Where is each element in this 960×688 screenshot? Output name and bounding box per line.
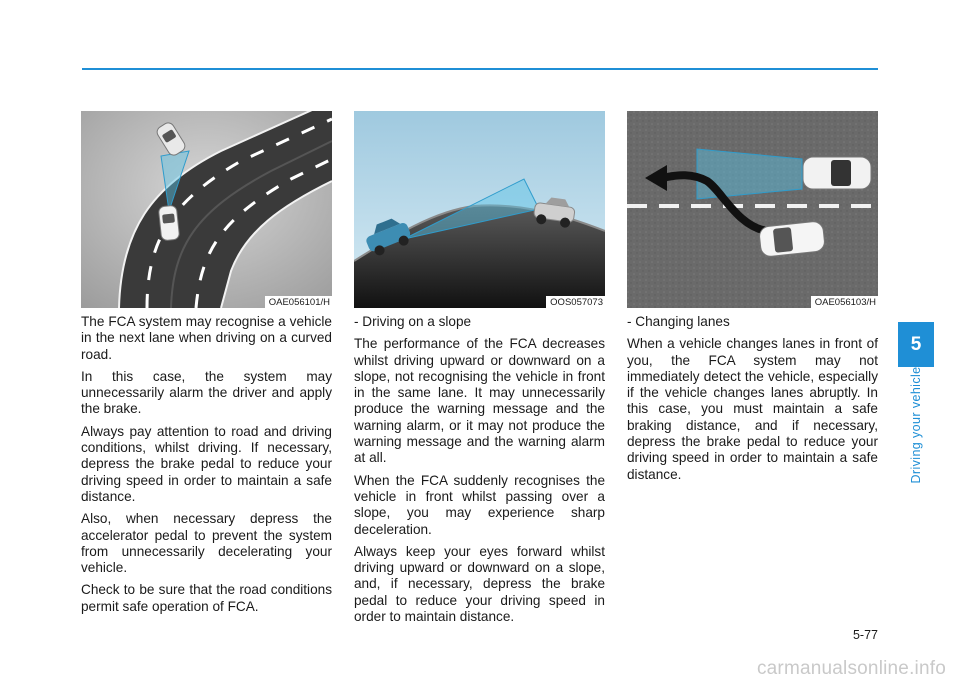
paragraph: Check to be sure that the road conditions permit safe operation of FCA. [81,582,332,614]
figure-code: OAE056103/H [811,296,878,308]
paragraph: In this case, the system may unnecessarily alarm the driver and apply the brake. [81,368,332,417]
lane-change-text [627,314,878,483]
slope-text [354,314,605,625]
curved-road-text [81,314,332,615]
chapter-title: Driving your vehicle [909,366,923,484]
watermark: carmanualsonline.info [756,658,946,679]
column-lane-change [627,111,878,489]
paragraph: Always pay attention to road and driving conditions, whilst driving. If necessary, depress the brake pedal to reduce your driving speed in order to maintain a safe distance. [81,423,332,504]
figure-code: OAE056101/H [265,296,332,308]
figure-code: OOS057073 [546,296,605,308]
lane-change-figure [627,111,878,308]
subheading: - Driving on a slope [354,314,472,329]
header-rule [82,68,878,70]
slope-illustration [354,111,605,308]
page-number: 5-77 [852,628,878,642]
paragraph: When a vehicle changes lanes in front of you, the FCA system may not immediately detect the vehicle, especially if the vehicle changes lanes abruptly. In this case, you must maintain a safe braking distance, and if necessary, depress the brake pedal to reduce your driving speed in order to maintain a safe distance. [627,336,878,482]
slope-figure [354,111,605,308]
paragraph: When the FCA suddenly recognises the vehicle in front whilst passing over a slope, you may experience sharp deceleration. [354,472,605,537]
column-curved-road [81,111,332,621]
paragraph: Also, when necessary depress the accelerator pedal to prevent the system from unnecessarily decelerating your vehicle. [81,511,332,576]
curved-road-illustration [81,111,332,308]
paragraph: The performance of the FCA decreases whilst driving upward or downward on a slope, not recognising the vehicle in front in the same lane. It may unnecessarily produce the warning message and the warning alarm, or it may not produce the warning message and the warning alarm at all. [354,336,605,466]
paragraph: Always keep your eyes forward whilst driving upward or downward on a slope, and, if necessary, depress the brake pedal to reduce your driving speed in order to maintain distance. [354,543,605,625]
chapter-tab: 5 [898,322,934,367]
curved-road-figure [81,111,332,308]
paragraph: The FCA system may recognise a vehicle in the next lane when driving on a curved road. [81,314,332,362]
lane-change-illustration [627,111,878,308]
subheading: - Changing lanes [627,314,730,329]
column-slope [354,111,605,631]
